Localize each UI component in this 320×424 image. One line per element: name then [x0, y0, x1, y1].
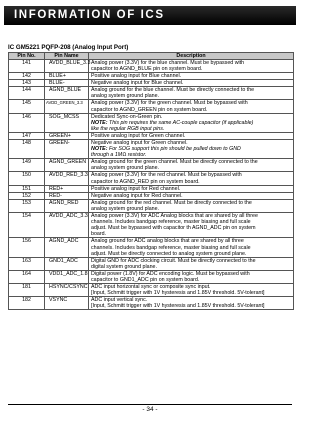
- table-row: [9, 213, 294, 238]
- page-number: - 34 -: [142, 406, 158, 413]
- pin-description: [89, 80, 294, 87]
- pin-number: 163: [9, 257, 45, 270]
- table-row: [9, 87, 294, 100]
- pin-name: AVDD_GREEN_3.3: [45, 100, 89, 113]
- pin-name: AVDD_BLUE_3.3: [45, 59, 89, 72]
- table-row: [9, 192, 294, 199]
- header-description: Description: [89, 52, 294, 59]
- pin-name: VDD1_ADC_1.8: [45, 270, 89, 283]
- pin-name: BLUE+: [45, 73, 89, 80]
- description-line: analog system ground plane.: [91, 93, 160, 100]
- pin-name: BLUE-: [45, 80, 89, 87]
- section-subtitle: IC GM5221 PQFP-208 (Analog Input Port): [8, 44, 129, 51]
- pin-name: AGND_ADC: [45, 238, 89, 257]
- description-line: channels. Includes bandgap reference, master biasing and full scale: [91, 219, 251, 226]
- pin-description: [89, 159, 294, 172]
- table-row: [9, 100, 294, 113]
- description-line: channels. Includes bandgap reference, master biasing and full scale: [91, 244, 251, 251]
- description-line: capacitor to AGND_BLUE pin on system board.: [91, 65, 203, 72]
- pin-number: 154: [9, 213, 45, 238]
- note-label: NOTE:: [91, 119, 108, 126]
- pin-name: GND1_ADC: [45, 257, 89, 270]
- pin-description: [89, 59, 294, 72]
- pin-description: [89, 213, 294, 238]
- note-text: through a 1MΩ resistor.: [91, 152, 147, 159]
- description-line: [Input, Schmitt trigger with 1V hysteresis and 1.85V threshold. 5V-tolerant]: [91, 290, 265, 297]
- table-row: [9, 73, 294, 80]
- pin-name: AGND_GREEN: [45, 159, 89, 172]
- pin-description: [89, 140, 294, 159]
- pin-description: [89, 257, 294, 270]
- table-row: [9, 113, 294, 132]
- pin-number: 149: [9, 159, 45, 172]
- description-line: board.: [91, 231, 107, 238]
- pin-description: [89, 100, 294, 113]
- pin-name: GREEN-: [45, 140, 89, 159]
- description-line: Analog power (3.3V) for ADC Analog blocks that are shared by all three: [91, 213, 258, 220]
- header-pin-no: Pin No.: [9, 52, 45, 59]
- pin-description: [89, 73, 294, 80]
- table-header-row: [9, 52, 294, 59]
- pin-name: SOG_MCSS: [45, 113, 89, 132]
- description-line: Digital GND for ADC clocking circuit. Must be directly connected to the: [91, 257, 256, 264]
- table-row: [9, 80, 294, 87]
- table-row: [9, 172, 294, 185]
- description-line: Positive analog input for Blue channel.: [91, 73, 182, 80]
- pin-description: [89, 238, 294, 257]
- pin-name: HSYNC/CSYNC: [45, 284, 89, 297]
- table-row: [9, 185, 294, 192]
- pin-number: 152: [9, 192, 45, 199]
- description-line: ADC input horizontal sync or composite sync input.: [91, 284, 211, 291]
- pin-number: 151: [9, 185, 45, 192]
- page-title: INFORMATION OF ICS: [4, 6, 296, 25]
- description-line: Positive analog input for Red channel.: [91, 185, 181, 192]
- description-line: adjust. Must be bypassed with capacitor th AGND_ADC pin on system: [91, 225, 256, 232]
- pin-description: [89, 172, 294, 185]
- pin-table: [8, 52, 294, 311]
- footer-divider: [8, 404, 292, 405]
- table-row: [9, 140, 294, 159]
- table-row: [9, 270, 294, 283]
- description-line: Analog power (3.3V) for the blue channel. Must be bypassed with: [91, 59, 245, 66]
- description-line: Analog ground for the green channel. Must be directly connected to the: [91, 159, 258, 166]
- pin-name: AGND_BLUE: [45, 87, 89, 100]
- pin-number: 181: [9, 284, 45, 297]
- pin-number: 141: [9, 59, 45, 72]
- description-line: Negative analog input for Green channel.: [91, 140, 188, 147]
- header-pin-name: Pin Name: [45, 52, 89, 59]
- description-line: capacitor to AGND_GREEN pin on system board.: [91, 106, 208, 113]
- pin-number: 147: [9, 132, 45, 139]
- pin-description: [89, 284, 294, 297]
- table-row: [9, 199, 294, 212]
- table-row: [9, 238, 294, 257]
- description-line: analog system ground plane.: [91, 205, 160, 212]
- pin-description: [89, 185, 294, 192]
- note-line: [91, 152, 291, 158]
- description-line: capacitor to AGND_RED pin on system board.: [91, 178, 200, 185]
- pin-number: 145: [9, 100, 45, 113]
- table-row: [9, 284, 294, 297]
- pin-name: RED+: [45, 185, 89, 192]
- pin-name: AGND_RED: [45, 199, 89, 212]
- description-line: [Input, Schmitt trigger with 1V hysteresis and 1.85V threshold. 5V-tolerant]: [91, 303, 265, 310]
- note-line: [91, 126, 291, 132]
- pin-name: AVDD_RED_3.3: [45, 172, 89, 185]
- table-row: [9, 59, 294, 72]
- table-row: [9, 257, 294, 270]
- description-line: ADC input vertical sync.: [91, 297, 148, 304]
- pin-name: RED-: [45, 192, 89, 199]
- pin-number: 146: [9, 113, 45, 132]
- description-line: Dedicated Sync-on-Green pin.: [91, 113, 163, 120]
- description-line: adjust. Must be directly connected to analog system ground plane.: [91, 250, 247, 257]
- pin-description: [89, 113, 294, 132]
- pin-description: [89, 270, 294, 283]
- note-text: For SOG support this pin should be pulled down to GND: [108, 146, 241, 153]
- pin-description: [89, 199, 294, 212]
- pin-number: 164: [9, 270, 45, 283]
- description-line: capacitor to GND1_ADC pin on system board.: [91, 276, 200, 283]
- pin-number: 153: [9, 199, 45, 212]
- description-line: Analog power (3.3V) for the green channel. Must be bypassed with: [91, 100, 248, 107]
- description-line: Negative analog input for Blue channel.: [91, 80, 184, 87]
- pin-number: 148: [9, 140, 45, 159]
- table-row: [9, 297, 294, 310]
- description-line: analog system ground plane.: [91, 165, 160, 172]
- pin-description: [89, 297, 294, 310]
- pin-name: VSYNC: [45, 297, 89, 310]
- description-line: Analog power (3.3V) for the red channel. Must be bypassed with: [91, 172, 242, 179]
- description-line: Analog ground for the red channel. Must be directly connected to the: [91, 199, 252, 206]
- note-label: NOTE:: [91, 146, 108, 153]
- pin-description: [89, 192, 294, 199]
- description-line: Positive analog input for Green channel.: [91, 132, 186, 139]
- pin-number: 182: [9, 297, 45, 310]
- description-line: Analog ground for ADC analog blocks that are shared by all three: [91, 238, 244, 245]
- pin-number: 142: [9, 73, 45, 80]
- description-line: Digital power (1.8V) for ADC encoding logic. Must be bypassed with: [91, 270, 250, 277]
- pin-description: [89, 87, 294, 100]
- pin-number: 156: [9, 238, 45, 257]
- pin-number: 150: [9, 172, 45, 185]
- pin-name: AVDD_ADC_3.3: [45, 213, 89, 238]
- pin-name: GREEN+: [45, 132, 89, 139]
- description-line: Analog ground for the blue channel. Must be directly connected to the: [91, 87, 255, 94]
- note-text: like the regular RGB input pins.: [91, 125, 165, 132]
- pin-description: [89, 132, 294, 139]
- description-line: Negative analog input for Red channel.: [91, 192, 183, 199]
- table-row: [9, 159, 294, 172]
- note-text: This pin requires the same AC-couple capacitor (if applicable): [108, 119, 254, 126]
- pin-number: 143: [9, 80, 45, 87]
- description-line: digital system ground plane.: [91, 263, 157, 270]
- pin-number: 144: [9, 87, 45, 100]
- table-row: [9, 132, 294, 139]
